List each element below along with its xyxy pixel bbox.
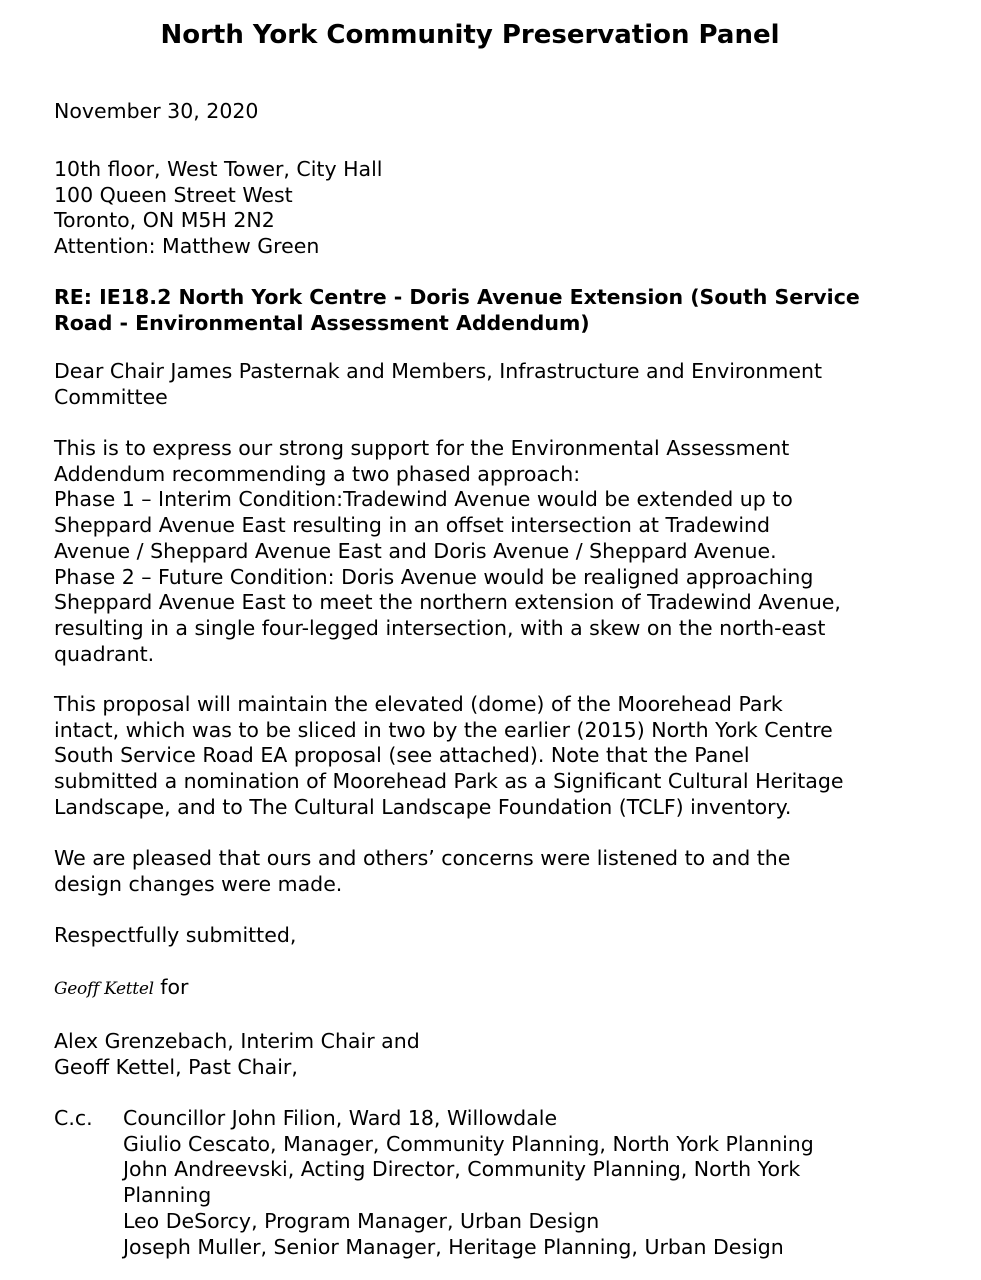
address-line: 10th floor, West Tower, City Hall — [54, 157, 383, 181]
paragraph-line: resulting in a single four-legged intersection, with a skew on the north-east — [54, 615, 826, 640]
paragraph-line: South Service Road EA proposal (see attached). Note that the Panel — [54, 743, 750, 768]
address-line: 100 Queen Street West — [54, 182, 293, 207]
signatory-line: Geoff Kettel, Past Chair, — [54, 1054, 298, 1079]
paragraph-support — [54, 436, 954, 667]
signatories — [54, 1029, 954, 1080]
address-line: Attention: Matthew Green — [54, 234, 320, 259]
signature — [54, 975, 954, 1003]
paragraph-line: Addendum recommending a two phased approach: — [54, 461, 581, 486]
handwritten-signature: Geoff Kettel — [54, 979, 154, 999]
paragraph-line: Phase 1 – Interim Condition:Tradewind Avenue would be extended up to — [54, 487, 793, 512]
salutation-text: Dear Chair James Pasternak and Members, Infrastructure and Environment — [54, 359, 823, 383]
paragraph-line: intact, which was to be sliced in two by the earlier (2015) North York Centre — [54, 717, 833, 742]
cc-list — [123, 1106, 943, 1260]
paragraph-line: design changes were made. — [54, 871, 343, 896]
recipient-address — [54, 157, 954, 260]
date-text: November 30, 2020 — [54, 99, 259, 123]
paragraph-line: This proposal will maintain the elevated (dome) of the Moorehead Park — [54, 692, 783, 716]
paragraph-line: Sheppard Avenue East to meet the northern extension of Tradewind Avenue, — [54, 590, 841, 615]
subject-text: RE: IE18.2 North York Centre - Doris Avenue Extension (South Service — [54, 285, 860, 309]
signature-suffix: for — [160, 975, 189, 999]
paragraph-pleased — [54, 846, 954, 897]
closing-text: Respectfully submitted, — [54, 923, 297, 947]
cc-recipient: Joseph Muller, Senior Manager, Heritage Planning, Urban Design — [123, 1234, 784, 1259]
cc-label: C.c. — [54, 1106, 93, 1130]
paragraph-line: submitted a nomination of Moorehead Park as a Significant Cultural Heritage — [54, 769, 844, 794]
paragraph-line: This is to express our strong support for the Environmental Assessment — [54, 436, 790, 460]
cc-recipient: John Andreevski, Acting Director, Community Planning, North York — [123, 1157, 801, 1182]
cc-recipient: Planning — [123, 1183, 212, 1208]
paragraph-line: We are pleased that ours and others’ concerns were listened to and the — [54, 846, 791, 870]
paragraph-line: Phase 2 – Future Condition: Doris Avenue would be realigned approaching — [54, 564, 814, 589]
paragraph-line: Avenue / Sheppard Avenue East and Doris Avenue / Sheppard Avenue. — [54, 538, 777, 563]
signatory-line: Alex Grenzebach, Interim Chair and — [54, 1029, 420, 1053]
cc-recipient: Leo DeSorcy, Program Manager, Urban Design — [123, 1208, 600, 1233]
address-line: Toronto, ON M5H 2N2 — [54, 208, 275, 233]
letter-date — [54, 99, 954, 125]
cc-recipient: Giulio Cescato, Manager, Community Planning, North York Planning — [123, 1131, 814, 1156]
cc-recipient: Councillor John Filion, Ward 18, Willowdale — [123, 1106, 558, 1130]
page-title: North York Community Preservation Panel — [160, 20, 780, 50]
paragraph-proposal — [54, 692, 954, 821]
salutation — [54, 359, 954, 410]
paragraph-line: Sheppard Avenue East resulting in an offset intersection at Tradewind — [54, 513, 771, 538]
closing — [54, 923, 954, 949]
subject-text: Road - Environmental Assessment Addendum) — [54, 310, 590, 335]
paragraph-line: quadrant. — [54, 641, 155, 666]
salutation-text: Committee — [54, 384, 168, 409]
subject-line — [54, 285, 954, 336]
paragraph-line: Landscape, and to The Cultural Landscape Foundation (TCLF) inventory. — [54, 794, 792, 819]
